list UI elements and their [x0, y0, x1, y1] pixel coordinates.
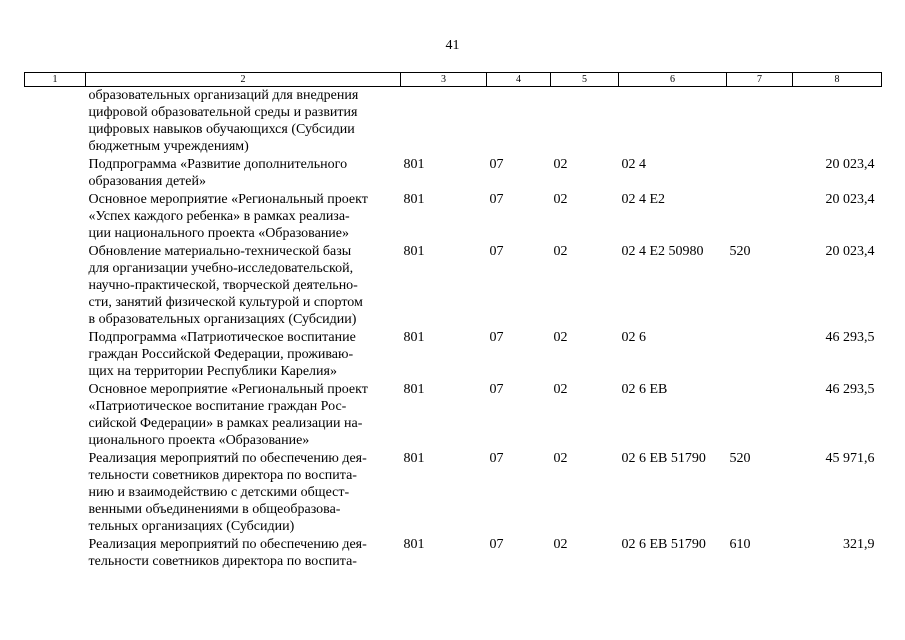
description-line: Реализация мероприятий по обеспечению дея- — [88, 451, 367, 466]
description-line: тельности советников директора по воспита- — [88, 554, 357, 569]
description-line: научно-практической, творческой деятельно- — [88, 278, 358, 293]
cell-target-article: 02 4 — [621, 157, 646, 172]
cell-target-article: 02 6 ЕВ 51790 — [621, 451, 706, 466]
cell-index — [25, 449, 86, 535]
description-line: венными объединениями в общеобразова- — [88, 502, 341, 517]
cell-ministry-code: 801 — [403, 451, 425, 466]
cell-target-article: 02 6 ЕВ 51790 — [621, 537, 706, 552]
table-row — [25, 242, 882, 328]
table-row — [25, 380, 882, 449]
cell-amount — [793, 87, 882, 156]
column-header-7: 7 — [727, 73, 793, 87]
description-line: сийской Федерации» в рамках реализации на- — [88, 416, 363, 431]
cell-expense-type: 520 — [729, 451, 751, 466]
table-row — [25, 190, 882, 242]
table-body — [25, 87, 882, 571]
table-row — [25, 535, 882, 570]
cell-subsection: 02 — [553, 244, 568, 259]
cell-target-article: 02 4 Е2 — [621, 192, 666, 207]
description-line: граждан Российской Федерации, проживаю- — [88, 347, 354, 362]
cell-expense-type — [727, 190, 793, 242]
column-header-8: 8 — [793, 73, 882, 87]
cell-subsection: 02 — [553, 382, 568, 397]
cell-description — [86, 380, 401, 449]
description-line: «Успех каждого ребенка» в рамках реализа- — [88, 209, 350, 224]
cell-expense-type: 520 — [729, 244, 751, 259]
cell-description — [86, 535, 401, 570]
table-row — [25, 449, 882, 535]
cell-expense-type — [727, 87, 793, 156]
cell-subsection: 02 — [553, 330, 568, 345]
description-line: ционального проекта «Образование» — [88, 433, 310, 448]
cell-target-article: 02 6 — [621, 330, 646, 345]
description-line: Подпрограмма «Патриотическое воспитание — [88, 330, 356, 345]
description-line: тельности советников директора по воспита- — [88, 468, 357, 483]
cell-expense-type: 610 — [729, 537, 751, 552]
cell-subsection: 02 — [553, 157, 568, 172]
column-header-2: 2 — [86, 73, 401, 87]
column-header-3: 3 — [401, 73, 487, 87]
description-line: тельных организациях (Субсидии) — [88, 519, 295, 534]
description-line: для организации учебно-исследовательской, — [88, 261, 354, 276]
cell-index — [25, 242, 86, 328]
cell-ministry-code: 801 — [403, 192, 425, 207]
cell-subsection — [551, 87, 619, 156]
cell-subsection: 02 — [553, 537, 568, 552]
cell-section: 07 — [489, 382, 504, 397]
cell-index — [25, 190, 86, 242]
cell-index — [25, 380, 86, 449]
column-header-6: 6 — [619, 73, 727, 87]
cell-section: 07 — [489, 451, 504, 466]
description-line: Основное мероприятие «Региональный проект — [88, 192, 368, 207]
cell-section: 07 — [489, 157, 504, 172]
cell-index — [25, 328, 86, 380]
cell-description — [86, 87, 401, 156]
table-header — [25, 73, 882, 87]
table-row — [25, 87, 882, 156]
page-number: 41 — [445, 38, 460, 53]
description-line: «Патриотическое воспитание граждан Рос- — [88, 399, 347, 414]
description-line: Основное мероприятие «Региональный проект — [88, 382, 368, 397]
description-line: ции национального проекта «Образование» — [88, 226, 349, 241]
cell-expense-type — [727, 380, 793, 449]
cell-expense-type — [727, 155, 793, 190]
cell-ministry-code: 801 — [403, 330, 425, 345]
cell-description — [86, 242, 401, 328]
cell-ministry-code: 801 — [403, 244, 425, 259]
cell-subsection: 02 — [553, 192, 568, 207]
description-line: цифровых навыков обучающихся (Субсидии — [88, 122, 355, 137]
cell-ministry-code: 801 — [403, 157, 425, 172]
cell-description — [86, 190, 401, 242]
cell-index — [25, 87, 86, 156]
cell-section: 07 — [489, 330, 504, 345]
cell-amount: 20 023,4 — [825, 157, 875, 172]
cell-subsection: 02 — [553, 451, 568, 466]
description-line: образовательных организаций для внедрения — [88, 88, 359, 103]
cell-amount: 45 971,6 — [825, 451, 875, 466]
description-line: бюджетным учреждениям) — [88, 139, 249, 154]
cell-section — [487, 87, 551, 156]
description-line: Подпрограмма «Развитие дополнительного — [88, 157, 348, 172]
cell-amount: 46 293,5 — [825, 382, 875, 397]
description-line: сти, занятий физической культурой и спортом — [88, 295, 363, 310]
cell-ministry-code: 801 — [403, 537, 425, 552]
column-header-1: 1 — [25, 73, 86, 87]
description-line: образования детей» — [88, 174, 207, 189]
table-row — [25, 155, 882, 190]
cell-section: 07 — [489, 192, 504, 207]
cell-target-article: 02 6 ЕВ — [621, 382, 668, 397]
budget-table — [24, 72, 882, 570]
cell-description — [86, 155, 401, 190]
description-line: щих на территории Республики Карелия» — [88, 364, 337, 379]
cell-section: 07 — [489, 537, 504, 552]
cell-amount: 20 023,4 — [825, 244, 875, 259]
description-line: Реализация мероприятий по обеспечению дея- — [88, 537, 367, 552]
cell-ministry-code — [401, 87, 487, 156]
cell-amount: 321,9 — [843, 537, 875, 552]
description-line: цифровой образовательной среды и развития — [88, 105, 358, 120]
header-row — [25, 73, 882, 87]
cell-index — [25, 535, 86, 570]
cell-ministry-code: 801 — [403, 382, 425, 397]
cell-target-article: 02 4 Е2 50980 — [621, 244, 704, 259]
description-line: в образовательных организациях (Субсидии) — [88, 312, 357, 327]
column-header-5: 5 — [551, 73, 619, 87]
cell-expense-type — [727, 328, 793, 380]
cell-description — [86, 328, 401, 380]
description-line: нию и взаимодействию с детскими общест- — [88, 485, 350, 500]
column-header-4: 4 — [487, 73, 551, 87]
cell-amount: 20 023,4 — [825, 192, 875, 207]
table-row — [25, 328, 882, 380]
cell-section: 07 — [489, 244, 504, 259]
cell-description — [86, 449, 401, 535]
cell-target-article — [619, 87, 727, 156]
cell-amount: 46 293,5 — [825, 330, 875, 345]
description-line: Обновление материально-технической базы — [88, 244, 352, 259]
cell-index — [25, 155, 86, 190]
